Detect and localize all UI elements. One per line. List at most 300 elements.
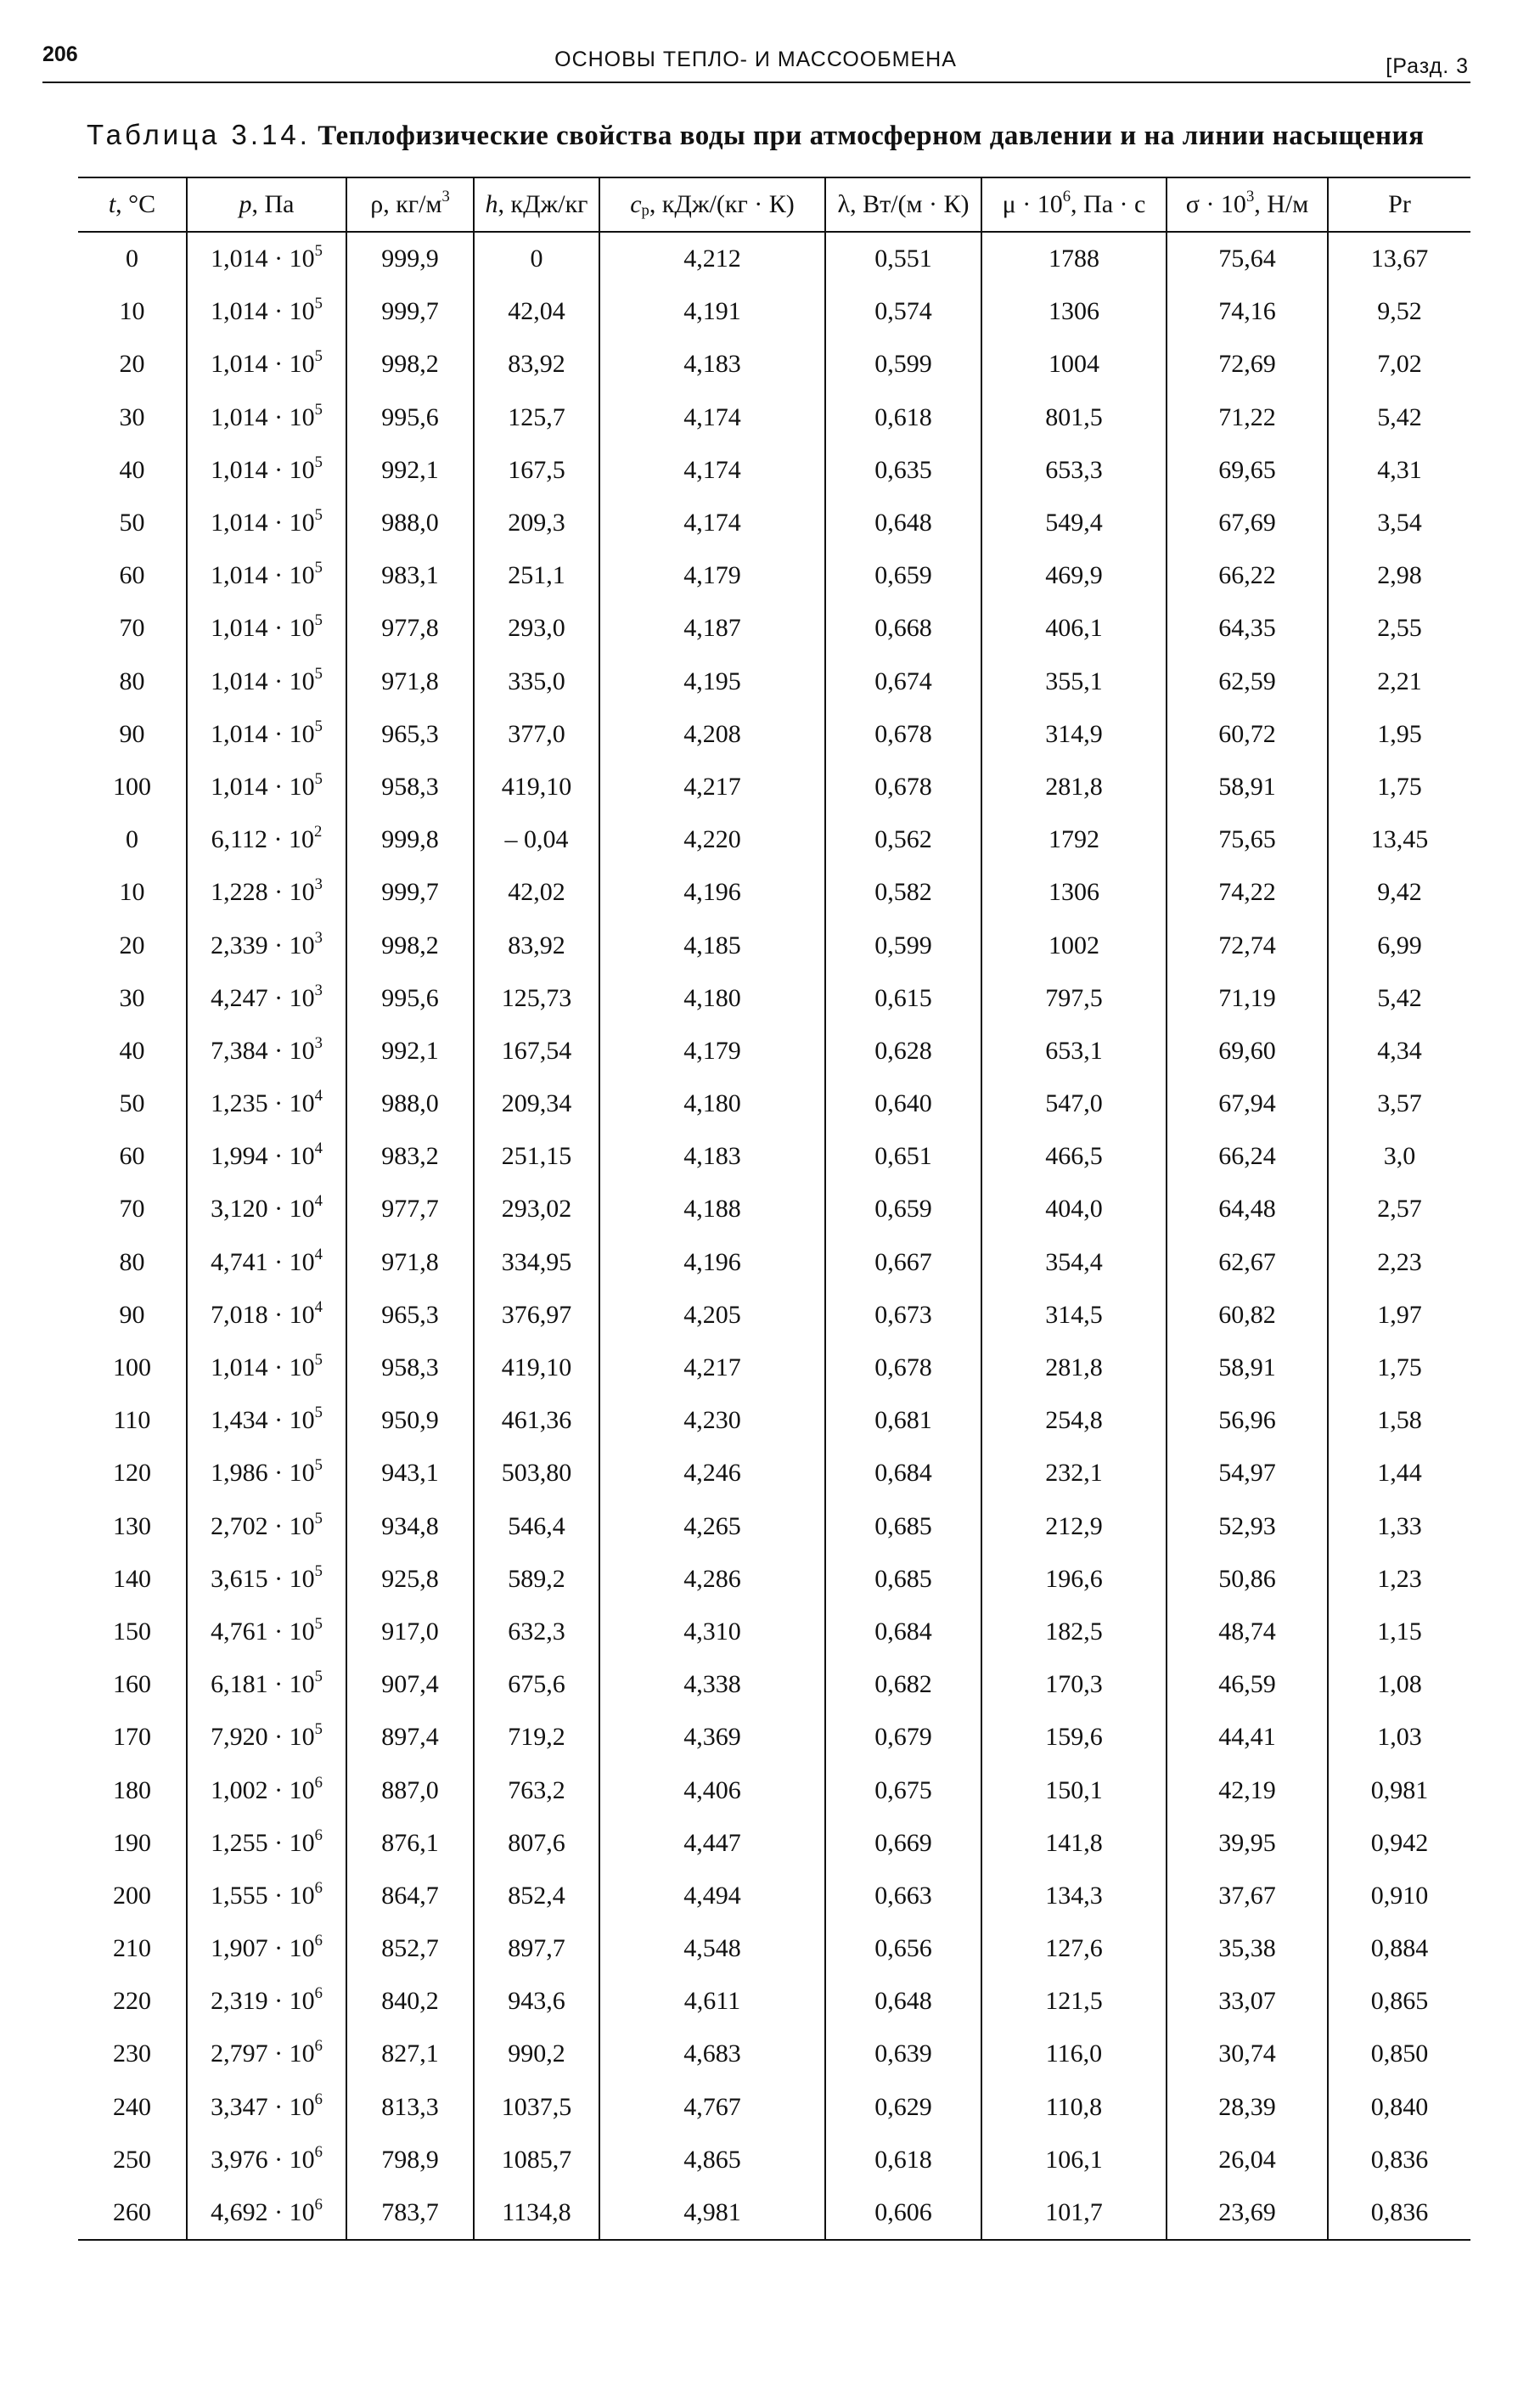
col-header-h xyxy=(474,177,599,232)
cell-sigma: 62,67 xyxy=(1167,1236,1328,1289)
cell-h: 251,15 xyxy=(474,1130,599,1183)
cell-h: 125,7 xyxy=(474,391,599,444)
pressure-exponent: 6 xyxy=(314,1932,323,1950)
col-unit: , Вт/(м · К) xyxy=(850,190,970,218)
pressure-exponent: 6 xyxy=(314,1878,323,1897)
cell-h: 546,4 xyxy=(474,1500,599,1553)
cell-p xyxy=(187,1183,346,1235)
cell-pr: 0,836 xyxy=(1328,2186,1470,2240)
cell-sigma: 67,94 xyxy=(1167,1077,1328,1130)
cell-p xyxy=(187,1922,346,1975)
cell-h: 589,2 xyxy=(474,1553,599,1606)
cell-sigma: 35,38 xyxy=(1167,1922,1328,1975)
cell-sigma: 64,48 xyxy=(1167,1183,1328,1235)
table-row xyxy=(78,761,1470,813)
cell-sigma: 30,74 xyxy=(1167,2028,1328,2080)
cell-mu: 141,8 xyxy=(981,1817,1167,1870)
cell-sigma: 56,96 xyxy=(1167,1394,1328,1447)
cell-lambda: 0,562 xyxy=(825,813,981,866)
cell-t: 40 xyxy=(119,455,145,484)
cell-pr: 0,884 xyxy=(1328,1922,1470,1975)
col-symbol: c xyxy=(630,190,642,218)
cell-mu: 1004 xyxy=(981,338,1167,391)
table-row xyxy=(78,1183,1470,1235)
cell-p xyxy=(187,1130,346,1183)
col-header-rho xyxy=(346,177,474,232)
table-row xyxy=(78,972,1470,1025)
cell-rho: 999,9 xyxy=(346,232,474,285)
pressure-exponent: 6 xyxy=(314,1826,323,1844)
cell-lambda: 0,606 xyxy=(825,2186,981,2240)
table-row xyxy=(78,655,1470,708)
section-label: [Разд. 3 xyxy=(1386,54,1469,78)
cell-cp: 4,406 xyxy=(599,1764,825,1816)
cell-lambda: 0,675 xyxy=(825,1764,981,1816)
pressure-exponent: 5 xyxy=(314,506,323,525)
pressure-exponent: 5 xyxy=(314,1668,323,1686)
cell-p xyxy=(187,444,346,497)
table-row xyxy=(78,338,1470,391)
cell-t: 80 xyxy=(119,1247,145,1276)
table-row xyxy=(78,497,1470,549)
cell-sigma: 23,69 xyxy=(1167,2186,1328,2240)
cell-lambda: 0,629 xyxy=(825,2081,981,2134)
table-caption xyxy=(87,119,1487,152)
cell-cp: 4,179 xyxy=(599,549,825,602)
cell-lambda: 0,673 xyxy=(825,1289,981,1342)
cell-rho: 999,7 xyxy=(346,866,474,919)
cell-pr: 3,0 xyxy=(1328,1130,1470,1183)
cell-h: 1037,5 xyxy=(474,2081,599,2134)
cell-p xyxy=(187,1447,346,1499)
pressure-times: · 10 xyxy=(267,1828,315,1857)
cell-t: 130 xyxy=(113,1511,151,1540)
pressure-times: · 10 xyxy=(267,1089,315,1118)
cell-sigma: 71,22 xyxy=(1167,391,1328,444)
pressure-mantissa: 1,014 xyxy=(211,1353,268,1382)
cell-t: 50 xyxy=(119,509,145,537)
cell-cp: 4,369 xyxy=(599,1711,825,1764)
pressure-exponent: 2 xyxy=(314,823,323,841)
cell-h: 293,0 xyxy=(474,602,599,655)
cell-sigma: 69,60 xyxy=(1167,1025,1328,1077)
pressure-times: · 10 xyxy=(267,297,315,326)
cell-t: 90 xyxy=(119,719,145,748)
pressure-exponent: 5 xyxy=(314,769,323,788)
col-header-t xyxy=(78,177,187,232)
cell-mu: 355,1 xyxy=(981,655,1167,708)
pressure-mantissa: 7,920 xyxy=(211,1723,268,1752)
cell-pr: 5,42 xyxy=(1328,391,1470,444)
cell-p xyxy=(187,1025,346,1077)
cell-mu: 653,3 xyxy=(981,444,1167,497)
col-symbol: ρ xyxy=(370,190,384,218)
cell-sigma: 58,91 xyxy=(1167,1342,1328,1394)
cell-t: 210 xyxy=(113,1934,151,1963)
pressure-mantissa: 1,014 xyxy=(211,402,268,431)
cell-pr: 1,75 xyxy=(1328,1342,1470,1394)
cell-rho: 999,8 xyxy=(346,813,474,866)
cell-h: 167,5 xyxy=(474,444,599,497)
cell-rho: 813,3 xyxy=(346,2081,474,2134)
cell-cp: 4,865 xyxy=(599,2134,825,2186)
pressure-times: · 10 xyxy=(267,825,315,854)
cell-p xyxy=(187,1975,346,2028)
pressure-mantissa: 1,014 xyxy=(211,561,268,590)
table-caption-label: Таблица 3.14. xyxy=(87,119,311,150)
cell-lambda: 0,685 xyxy=(825,1553,981,1606)
pressure-exponent: 5 xyxy=(314,1509,323,1528)
cell-pr: 1,23 xyxy=(1328,1553,1470,1606)
table-row xyxy=(78,1394,1470,1447)
pressure-times: · 10 xyxy=(267,1195,315,1224)
cell-t: 10 xyxy=(119,297,145,326)
cell-mu: 314,5 xyxy=(981,1289,1167,1342)
cell-h: – 0,04 xyxy=(474,813,599,866)
table-row xyxy=(78,2186,1470,2240)
table-row xyxy=(78,2028,1470,2080)
pressure-times: · 10 xyxy=(267,1881,315,1910)
cell-rho: 864,7 xyxy=(346,1870,474,1922)
pressure-times: · 10 xyxy=(267,667,315,695)
cell-p xyxy=(187,919,346,971)
cell-lambda: 0,668 xyxy=(825,602,981,655)
table-row xyxy=(78,813,1470,866)
col-unit: , Н/м xyxy=(1254,190,1309,218)
col-unit: , Па · с xyxy=(1071,190,1146,218)
pressure-mantissa: 1,235 xyxy=(211,1089,268,1118)
pressure-mantissa: 7,384 xyxy=(211,1036,268,1065)
cell-cp: 4,205 xyxy=(599,1289,825,1342)
cell-t: 20 xyxy=(119,931,145,959)
cell-pr: 1,08 xyxy=(1328,1658,1470,1711)
cell-h: 1085,7 xyxy=(474,2134,599,2186)
cell-h: 209,3 xyxy=(474,497,599,549)
cell-sigma: 39,95 xyxy=(1167,1817,1328,1870)
cell-t: 60 xyxy=(119,1142,145,1171)
cell-sigma: 48,74 xyxy=(1167,1606,1328,1658)
table-row xyxy=(78,285,1470,338)
pressure-exponent: 3 xyxy=(314,981,323,999)
cell-mu: 127,6 xyxy=(981,1922,1167,1975)
pressure-mantissa: 2,797 xyxy=(211,2039,268,2068)
cell-pr: 13,67 xyxy=(1328,232,1470,285)
cell-p xyxy=(187,1606,346,1658)
pressure-times: · 10 xyxy=(267,1987,315,2016)
cell-lambda: 0,678 xyxy=(825,761,981,813)
cell-t: 220 xyxy=(113,1987,151,2016)
cell-rho: 977,7 xyxy=(346,1183,474,1235)
cell-mu: 1306 xyxy=(981,285,1167,338)
cell-rho: 983,1 xyxy=(346,549,474,602)
cell-cp: 4,611 xyxy=(599,1975,825,2028)
table-row xyxy=(78,602,1470,655)
cell-lambda: 0,639 xyxy=(825,2028,981,2080)
cell-t: 0 xyxy=(126,825,138,854)
pressure-times: · 10 xyxy=(267,1511,315,1540)
cell-mu: 110,8 xyxy=(981,2081,1167,2134)
cell-p xyxy=(187,1817,346,1870)
cell-pr: 1,44 xyxy=(1328,1447,1470,1499)
cell-mu: 116,0 xyxy=(981,2028,1167,2080)
cell-h: 251,1 xyxy=(474,549,599,602)
pressure-times: · 10 xyxy=(267,2145,315,2174)
cell-mu: 404,0 xyxy=(981,1183,1167,1235)
cell-cp: 4,208 xyxy=(599,708,825,761)
cell-p xyxy=(187,497,346,549)
pressure-mantissa: 1,014 xyxy=(211,719,268,748)
cell-cp: 4,183 xyxy=(599,1130,825,1183)
cell-lambda: 0,678 xyxy=(825,1342,981,1394)
pressure-mantissa: 1,986 xyxy=(211,1459,268,1488)
cell-pr: 7,02 xyxy=(1328,338,1470,391)
cell-mu: 159,6 xyxy=(981,1711,1167,1764)
pressure-exponent: 3 xyxy=(314,1033,323,1052)
cell-h: 376,97 xyxy=(474,1289,599,1342)
col-symbol: λ xyxy=(837,190,851,218)
cell-p xyxy=(187,972,346,1025)
cell-lambda: 0,659 xyxy=(825,549,981,602)
cell-cp: 4,683 xyxy=(599,2028,825,2080)
col-header-lambda xyxy=(825,177,981,232)
cell-rho: 840,2 xyxy=(346,1975,474,2028)
cell-cp: 4,174 xyxy=(599,444,825,497)
cell-p xyxy=(187,1870,346,1922)
cell-t: 70 xyxy=(119,614,145,643)
cell-cp: 4,174 xyxy=(599,391,825,444)
cell-sigma: 66,24 xyxy=(1167,1130,1328,1183)
cell-rho: 852,7 xyxy=(346,1922,474,1975)
cell-cp: 4,310 xyxy=(599,1606,825,1658)
cell-p xyxy=(187,1658,346,1711)
cell-rho: 992,1 xyxy=(346,444,474,497)
cell-mu: 406,1 xyxy=(981,602,1167,655)
cell-cp: 4,230 xyxy=(599,1394,825,1447)
pressure-times: · 10 xyxy=(267,402,315,431)
table-row xyxy=(78,1342,1470,1394)
cell-t: 200 xyxy=(113,1881,151,1910)
cell-lambda: 0,656 xyxy=(825,1922,981,1975)
table-row xyxy=(78,866,1470,919)
cell-mu: 797,5 xyxy=(981,972,1167,1025)
table-row xyxy=(78,1764,1470,1816)
pressure-exponent: 5 xyxy=(314,242,323,261)
cell-p xyxy=(187,655,346,708)
cell-cp: 4,447 xyxy=(599,1817,825,1870)
cell-rho: 958,3 xyxy=(346,1342,474,1394)
cell-rho: 783,7 xyxy=(346,2186,474,2240)
cell-sigma: 46,59 xyxy=(1167,1658,1328,1711)
pressure-times: · 10 xyxy=(267,2092,315,2121)
cell-rho: 977,8 xyxy=(346,602,474,655)
pressure-mantissa: 1,555 xyxy=(211,1881,268,1910)
cell-pr: 0,865 xyxy=(1328,1975,1470,2028)
pressure-exponent: 5 xyxy=(314,1614,323,1633)
cell-p xyxy=(187,2134,346,2186)
pressure-exponent: 4 xyxy=(314,1297,323,1316)
pressure-mantissa: 3,976 xyxy=(211,2145,268,2174)
cell-rho: 971,8 xyxy=(346,655,474,708)
cell-p xyxy=(187,1289,346,1342)
pressure-exponent: 3 xyxy=(314,928,323,947)
cell-cp: 4,548 xyxy=(599,1922,825,1975)
cell-cp: 4,981 xyxy=(599,2186,825,2240)
pressure-exponent: 5 xyxy=(314,1404,323,1422)
cell-mu: 121,5 xyxy=(981,1975,1167,2028)
pressure-exponent: 5 xyxy=(314,611,323,630)
cell-rho: 827,1 xyxy=(346,2028,474,2080)
cell-h: 42,04 xyxy=(474,285,599,338)
cell-rho: 998,2 xyxy=(346,919,474,971)
pressure-mantissa: 1,014 xyxy=(211,509,268,537)
table-caption-title: Теплофизические свойства воды при атмосферном давлении и на линии насыщения xyxy=(318,121,1425,151)
cell-t: 120 xyxy=(113,1459,151,1488)
properties-table xyxy=(78,177,1470,2241)
cell-lambda: 0,679 xyxy=(825,1711,981,1764)
table-row xyxy=(78,1077,1470,1130)
pressure-exponent: 5 xyxy=(314,400,323,419)
pressure-times: · 10 xyxy=(267,1564,315,1593)
pressure-mantissa: 1,014 xyxy=(211,455,268,484)
pressure-exponent: 5 xyxy=(314,347,323,366)
cell-p xyxy=(187,1764,346,1816)
pressure-exponent: 4 xyxy=(314,1087,323,1106)
cell-cp: 4,217 xyxy=(599,1342,825,1394)
cell-pr: 5,42 xyxy=(1328,972,1470,1025)
cell-sigma: 71,19 xyxy=(1167,972,1328,1025)
cell-p xyxy=(187,232,346,285)
cell-sigma: 66,22 xyxy=(1167,549,1328,602)
cell-h: 632,3 xyxy=(474,1606,599,1658)
cell-pr: 1,97 xyxy=(1328,1289,1470,1342)
cell-pr: 1,03 xyxy=(1328,1711,1470,1764)
cell-cp: 4,265 xyxy=(599,1500,825,1553)
cell-lambda: 0,651 xyxy=(825,1130,981,1183)
pressure-exponent: 5 xyxy=(314,295,323,313)
cell-mu: 134,3 xyxy=(981,1870,1167,1922)
cell-mu: 212,9 xyxy=(981,1500,1167,1553)
cell-t: 20 xyxy=(119,350,145,379)
pressure-exponent: 5 xyxy=(314,664,323,683)
cell-sigma: 42,19 xyxy=(1167,1764,1328,1816)
cell-sigma: 72,69 xyxy=(1167,338,1328,391)
pressure-times: · 10 xyxy=(267,1670,315,1699)
col-header-sigma xyxy=(1167,177,1328,232)
pressure-mantissa: 1,014 xyxy=(211,614,268,643)
cell-t: 70 xyxy=(119,1195,145,1224)
pressure-exponent: 5 xyxy=(314,1720,323,1739)
pressure-times: · 10 xyxy=(267,719,315,748)
cell-sigma: 44,41 xyxy=(1167,1711,1328,1764)
table-body xyxy=(78,232,1470,2240)
cell-cp: 4,494 xyxy=(599,1870,825,1922)
cell-h: 293,02 xyxy=(474,1183,599,1235)
cell-mu: 549,4 xyxy=(981,497,1167,549)
pressure-mantissa: 1,434 xyxy=(211,1406,268,1435)
cell-sigma: 75,64 xyxy=(1167,232,1328,285)
pressure-exponent: 5 xyxy=(314,1561,323,1580)
cell-t: 60 xyxy=(119,561,145,590)
cell-sigma: 69,65 xyxy=(1167,444,1328,497)
cell-t: 100 xyxy=(113,1353,151,1382)
pressure-mantissa: 1,014 xyxy=(211,772,268,801)
cell-lambda: 0,628 xyxy=(825,1025,981,1077)
cell-mu: 232,1 xyxy=(981,1447,1167,1499)
cell-t: 80 xyxy=(119,667,145,695)
cell-lambda: 0,663 xyxy=(825,1870,981,1922)
cell-h: 675,6 xyxy=(474,1658,599,1711)
table-row xyxy=(78,1130,1470,1183)
cell-pr: 9,42 xyxy=(1328,866,1470,919)
cell-lambda: 0,615 xyxy=(825,972,981,1025)
cell-lambda: 0,669 xyxy=(825,1817,981,1870)
cell-mu: 106,1 xyxy=(981,2134,1167,2186)
table-row xyxy=(78,1975,1470,2028)
cell-pr: 4,34 xyxy=(1328,1025,1470,1077)
cell-pr: 3,57 xyxy=(1328,1077,1470,1130)
cell-sigma: 37,67 xyxy=(1167,1870,1328,1922)
pressure-times: · 10 xyxy=(267,1142,315,1171)
cell-t: 40 xyxy=(119,1036,145,1065)
cell-lambda: 0,618 xyxy=(825,391,981,444)
cell-pr: 2,55 xyxy=(1328,602,1470,655)
table-row xyxy=(78,708,1470,761)
pressure-mantissa: 1,255 xyxy=(211,1828,268,1857)
cell-cp: 4,185 xyxy=(599,919,825,971)
cell-cp: 4,212 xyxy=(599,232,825,285)
cell-pr: 0,942 xyxy=(1328,1817,1470,1870)
cell-h: 419,10 xyxy=(474,761,599,813)
cell-mu: 466,5 xyxy=(981,1130,1167,1183)
col-header-mu xyxy=(981,177,1167,232)
pressure-times: · 10 xyxy=(267,1723,315,1752)
cell-lambda: 0,599 xyxy=(825,919,981,971)
col-unit: , кДж/(кг · К) xyxy=(649,190,795,218)
cell-lambda: 0,684 xyxy=(825,1447,981,1499)
pressure-times: · 10 xyxy=(267,1775,315,1804)
cell-cp: 4,183 xyxy=(599,338,825,391)
pressure-times: · 10 xyxy=(267,1247,315,1276)
cell-cp: 4,179 xyxy=(599,1025,825,1077)
pressure-exponent: 5 xyxy=(314,559,323,577)
cell-rho: 992,1 xyxy=(346,1025,474,1077)
cell-p xyxy=(187,866,346,919)
cell-rho: 988,0 xyxy=(346,1077,474,1130)
table-row xyxy=(78,232,1470,285)
table-row xyxy=(78,1553,1470,1606)
pressure-times: · 10 xyxy=(267,2198,315,2227)
table-row xyxy=(78,1500,1470,1553)
pressure-exponent: 3 xyxy=(314,875,323,894)
table-row xyxy=(78,1236,1470,1289)
col-symbol: σ · 10 xyxy=(1185,190,1246,218)
cell-sigma: 60,72 xyxy=(1167,708,1328,761)
cell-mu: 182,5 xyxy=(981,1606,1167,1658)
pressure-mantissa: 1,014 xyxy=(211,297,268,326)
cell-lambda: 0,667 xyxy=(825,1236,981,1289)
cell-pr: 2,21 xyxy=(1328,655,1470,708)
cell-p xyxy=(187,1077,346,1130)
col-unit: , Па xyxy=(251,190,295,218)
cell-lambda: 0,684 xyxy=(825,1606,981,1658)
cell-rho: 965,3 xyxy=(346,708,474,761)
cell-pr: 13,45 xyxy=(1328,813,1470,866)
col-symbol: h xyxy=(485,190,498,218)
cell-mu: 150,1 xyxy=(981,1764,1167,1816)
pressure-mantissa: 7,018 xyxy=(211,1300,268,1329)
cell-mu: 1792 xyxy=(981,813,1167,866)
cell-h: 167,54 xyxy=(474,1025,599,1077)
